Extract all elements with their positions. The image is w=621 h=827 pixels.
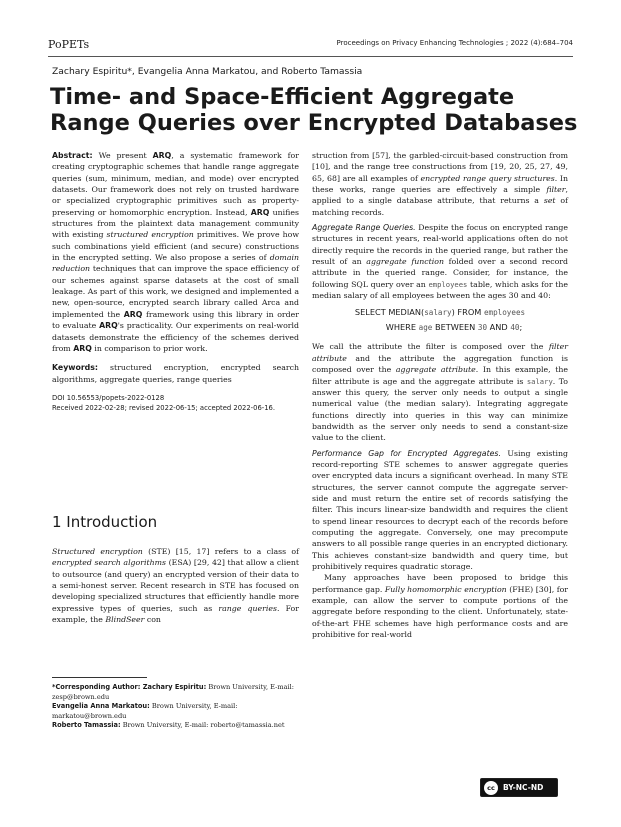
sql-keyword: BETWEEN (432, 322, 478, 333)
body-text: table, which asks for the median salary of all employees between the ages 30 and 40: (312, 279, 568, 301)
footnote (52, 702, 299, 721)
paper-title: Time- and Space-Efficient Aggregate Range Queries over Encrypted Databases (50, 84, 578, 136)
footnote-label: Roberto Tamassia: (52, 721, 121, 730)
sql-identifier: salary (424, 308, 452, 318)
sql-keyword: ; (519, 322, 523, 333)
arq-name: ARQ (250, 207, 270, 217)
footnote (52, 721, 299, 731)
author-list: Zachary Espiritu*, Evangelia Anna Markatou, and Roberto Tamassia (52, 66, 363, 77)
cc-license-badge[interactable] (480, 778, 558, 797)
abstract-text: unifies structures from the plaintext data management community with existing (52, 207, 299, 240)
body-paragraph (312, 150, 568, 218)
sql-identifier: age (418, 323, 433, 333)
body-text: struction from [57], the garbled-circuit-based construction from [10], and the range tree constructions from [19, 20, 25, 27, 49, 65, 68] are all examples of (312, 151, 568, 183)
intro-emph: Structured encryption (52, 547, 143, 556)
abstract-text: in comparison to prior work. (91, 343, 208, 353)
doi: DOI 10.56553/popets-2022-0128 (52, 393, 165, 402)
sql-query (312, 305, 568, 335)
body-text: folded over a second record attribute in the queried range. Consider, for instance, the following SQL query over an (312, 257, 568, 289)
intro-section (52, 513, 157, 531)
body-text: . To answer this query, the server only needs to output a single numerical value (the median salary). Integrating aggregate functions directly into queries in this way can minimize bandwidth as the server only needs to send a constant-size value to the client. (312, 376, 568, 443)
sql-identifier: 30 (477, 323, 488, 333)
intro-text: (ESA) [29, 42] that allow a client to outsource (and query) an encrypted version of their data to a semi-honest server. Recent research in STE has focused on developing specialized structures that efficiently handle more expressive types of queries, such as (52, 558, 299, 613)
abstract-text: primitives. We prove how such combinations yield efficient (and secure) constructions in the encrypted setting. We also propose a series of (52, 230, 299, 263)
left-column (52, 150, 299, 413)
body-emph: encrypted range query structures (420, 173, 555, 183)
arq-name: ARQ (123, 309, 143, 319)
abstract (52, 150, 299, 354)
footnote-text: Brown University, E-mail: markatou@brown.edu (52, 702, 238, 720)
footnote-label: *Corresponding Author: Zachary Espiritu: (52, 683, 207, 691)
intro-emph: range queries (218, 603, 277, 613)
inline-code: employees (428, 279, 468, 289)
body-emph: filter attribute (312, 342, 568, 363)
abstract-text: framework using this library in order to evaluate (52, 309, 299, 331)
keywords-text: structured encryption, encrypted search algorithms, aggregate queries, range queries (52, 363, 299, 384)
arq-name: ARQ (152, 151, 172, 160)
sql-line (312, 320, 568, 335)
body-paragraph (312, 222, 568, 301)
body-text: . In this example, the filter attribute is age and the aggregate attribute is (312, 365, 569, 386)
intro-text: (STE) [15, 17] refers to a class of (142, 547, 300, 556)
intro-text: con (144, 615, 161, 625)
body-emph: aggregate attribute (395, 365, 476, 375)
sql-identifier: employees (483, 308, 526, 318)
cc-icon: cc (484, 781, 498, 795)
arq-name: ARQ (99, 321, 118, 331)
keywords (52, 362, 299, 385)
sql-keyword: ) FROM (451, 307, 484, 318)
body-paragraph (312, 448, 568, 573)
abstract-emph: domain reduction (52, 253, 299, 274)
running-header (48, 38, 573, 52)
intro-emph: BlindSeer (105, 615, 145, 625)
body-emph: set (543, 196, 556, 206)
sql-keyword: SELECT MEDIAN( (354, 307, 425, 318)
body-paragraph (312, 341, 568, 443)
paragraph-heading: Aggregate Range Queries. (312, 223, 416, 233)
abstract-text: techniques that can improve the space efficiency of our schemes against sparse datasets at the cost of small leakage. As part of this work, we designed and implemented a new, open-source, encrypted search library called Arca and implemented the (52, 264, 299, 319)
body-text: Many approaches have been proposed to bridge this performance gap. (312, 573, 568, 594)
journal-name: PoPETs (48, 38, 90, 51)
abstract-label: Abstract: (52, 151, 93, 160)
footnotes (52, 683, 299, 731)
footnote-rule (52, 677, 147, 678)
footnote-text: Brown University, E-mail: roberto@tamassia.net (120, 721, 285, 730)
body-text: of matching records. (312, 196, 568, 217)
body-text: (FHE) [30], for example, can allow the server to compute portions of the aggregate before responding to the client. Unfortunately, state-of-the-art FHE schemes have high performance costs and are prohibitive for real-world (312, 584, 569, 640)
body-text: , applied to a single database attribute, that returns a (312, 185, 568, 206)
proceedings-citation: Proceedings on Privacy Enhancing Technologies ; 2022 (4):684–704 (336, 39, 573, 47)
received-dates: Received 2022-02-28; revised 2022-06-15; accepted 2022-06-16. (52, 403, 276, 412)
inline-code: salary (526, 376, 553, 386)
intro-column (52, 546, 299, 625)
paragraph-heading: Performance Gap for Encrypted Aggregates. (312, 448, 501, 458)
arq-name: ARQ (73, 343, 92, 353)
body-text: Despite the focus on encrypted range structures in recent years, real-world applications often do not directly require the records in the queried range, but rather the result of an (312, 223, 568, 267)
body-text: Using existing record-reporting STE schemes to answer aggregate queries over encrypted data incurs a significant overhead. In many STE structures, the server cannot compute the aggregate server-side and must return the entire set of records satisfying the filter. This incurs linear-size bandwidth and requires the client to spend linear resources to decrypt each of the records before computing the aggregate. Conversely, one may precompute answers to all possible range queries in an encrypted dictionary. This achieves constant-size bandwidth and query time, but prohibitively requires quadratic storage. (312, 448, 568, 571)
footnote-text: Brown University, E-mail: zesp@brown.edu (52, 683, 294, 701)
right-column (312, 150, 568, 640)
header-rule (48, 56, 573, 57)
body-emph: filter (546, 185, 566, 195)
body-emph: aggregate function (366, 257, 444, 267)
sql-keyword: AND (487, 322, 511, 333)
license-label: BY-NC-ND (503, 783, 544, 792)
body-paragraph (312, 572, 568, 640)
footnote-label: Evangelia Anna Markatou: (52, 702, 150, 711)
sql-line (312, 305, 568, 320)
abstract-emph: structured encryption (106, 230, 194, 240)
abstract-text: 's practicality. Our experiments on real-world datasets demonstrate the efficiency of the schemes derived from (52, 321, 299, 353)
intro-emph: encrypted search algorithms (52, 558, 167, 568)
section-heading: 1 Introduction (52, 513, 158, 531)
abstract-text: , a systematic framework for creating cryptographic schemes that handle range aggregate queries (sum, minimum, median, and mode) over encrypted datasets. Our framework does not rely on trusted hardware or specialized cryptographic primitives such as property-preserving or homomorphic encryption. Instead, (52, 151, 299, 217)
body-text: We call the attribute the filter is composed over the (312, 342, 549, 352)
abstract-text: We present (98, 151, 153, 160)
sql-identifier: 40 (510, 323, 520, 333)
intro-paragraph (52, 546, 299, 625)
body-text: and the attribute the aggregation function is composed over the (312, 353, 568, 375)
intro-text: . For example, the (52, 603, 299, 625)
footnote (52, 683, 299, 702)
body-emph: Fully homomorphic encryption (384, 584, 507, 594)
body-text: . In these works, range queries are effectively a simple (312, 173, 569, 195)
keywords-label: Keywords: (52, 363, 99, 373)
sql-keyword: WHERE (385, 322, 419, 333)
